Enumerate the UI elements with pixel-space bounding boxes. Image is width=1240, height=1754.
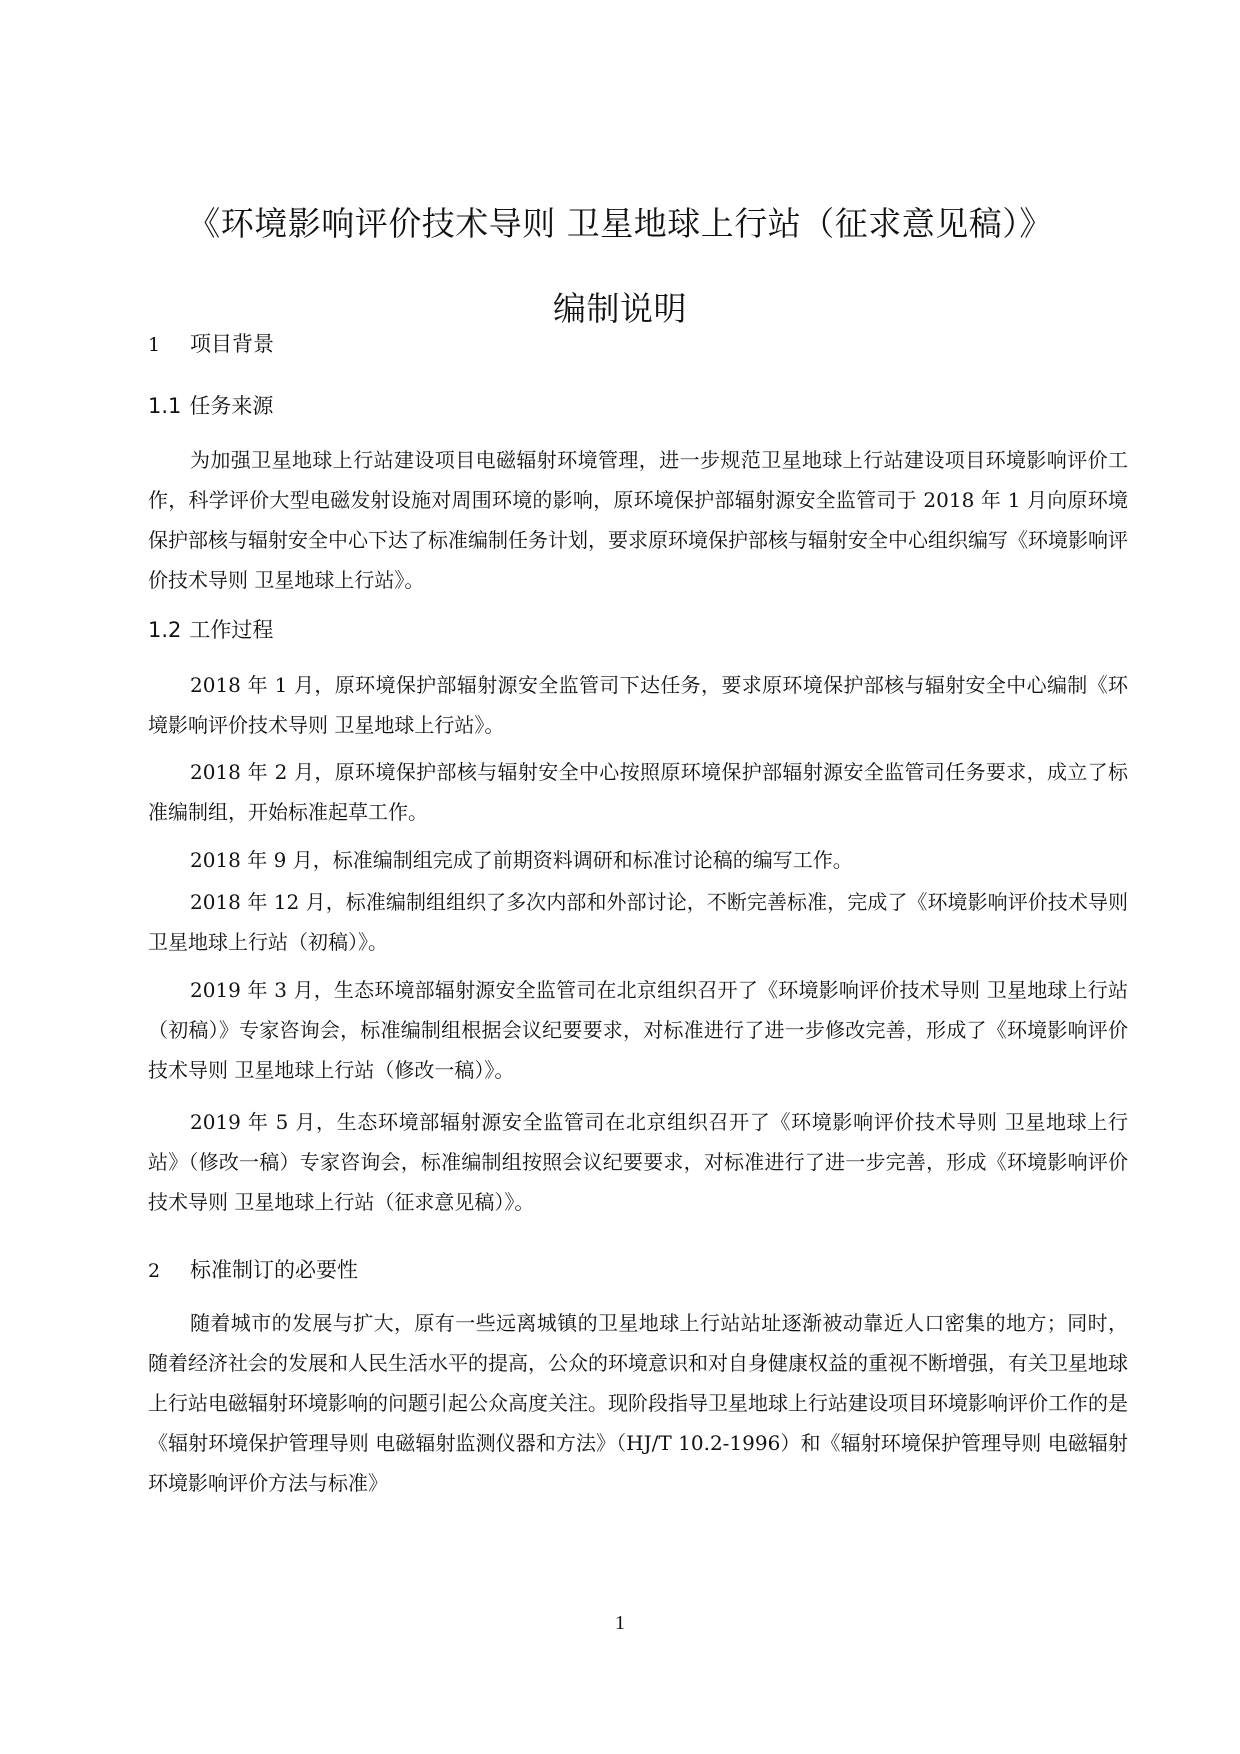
page-number: 1 [615, 1612, 625, 1634]
paragraph-task-source: 为加强卫星地球上行站建设项目电磁辐射环境管理，进一步规范卫星地球上行站建设项目环境影响评价工作，科学评价大型电磁发射设施对周围环境的影响，原环境保护部辐射源安全监管司于 2018 年 1 月向原环境保护部核与辐射安全中心下达了标准编制任务计划，要求原环境保护部核与辐射安全中心组织编写《环境影响评价技术导则 卫星地球上行站》。 [148, 448, 1128, 592]
paragraph-2018-12: 2018 年 12 月，标准编制组组织了多次内部和外部讨论，不断完善标准，完成了《环境影响评价技术导则 卫星地球上行站（初稿）》。 [148, 890, 1128, 954]
section-number: 1.2 [148, 618, 182, 642]
document-title: 《环境影响评价技术导则 卫星地球上行站（征求意见稿）》 [187, 204, 1053, 243]
paragraph-necessity: 随着城市的发展与扩大，原有一些远离城镇的卫星地球上行站站址逐渐被动靠近人口密集的地方；同时，随着经济社会的发展和人民生活水平的提高，公众的环境意识和对自身健康权益的重视不断增强，有关卫星地球上行站电磁辐射环境影响的问题引起公众高度关注。现阶段指导卫星地球上行站建设项目环境影响评价工作的是《辐射环境保护管理导则 电磁辐射监测仪器和方法》（HJ/T 10.2-1996）和《辐射环境保护管理导则 电磁辐射环境影响评价方法与标准》 [148, 1311, 1128, 1495]
section-heading-2 [148, 1254, 358, 1284]
section-label: 工作过程 [189, 618, 274, 642]
document-subtitle: 编制说明 [553, 289, 687, 328]
paragraph-2018-01: 2018 年 1 月，原环境保护部辐射源安全监管司下达任务，要求原环境保护部核与辐射安全中心编制《环境影响评价技术导则 卫星地球上行站》。 [148, 673, 1128, 737]
section-label: 任务来源 [189, 394, 274, 418]
paragraph-2018-02: 2018 年 2 月，原环境保护部核与辐射安全中心按照原环境保护部辐射源安全监管司任务要求，成立了标准编制组，开始标准起草工作。 [148, 760, 1128, 824]
paragraph-2019-03: 2019 年 3 月，生态环境部辐射源安全监管司在北京组织召开了《环境影响评价技术导则 卫星地球上行站（初稿）》专家咨询会，标准编制组根据会议纪要要求，对标准进行了进一步修改完善，形成了《环境影响评价技术导则 卫星地球上行站（修改一稿）》。 [148, 978, 1128, 1082]
paragraph-2018-09: 2018 年 9 月，标准编制组完成了前期资料调研和标准讨论稿的编写工作。 [190, 848, 853, 872]
section-heading-1-1 [148, 390, 273, 420]
section-number: 2 [148, 1260, 161, 1282]
section-number: 1 [148, 334, 161, 356]
paragraph-2019-05: 2019 年 5 月，生态环境部辐射源安全监管司在北京组织召开了《环境影响评价技术导则 卫星地球上行站》（修改一稿）专家咨询会，标准编制组按照会议纪要要求，对标准进行了进一步完善，形成《环境影响评价技术导则 卫星地球上行站（征求意见稿）》。 [148, 1110, 1128, 1214]
section-heading-1 [148, 328, 274, 358]
section-label: 项目背景 [190, 332, 274, 356]
section-heading-1-2 [148, 614, 273, 644]
section-number: 1.1 [148, 394, 182, 418]
section-label: 标准制订的必要性 [190, 1258, 358, 1282]
